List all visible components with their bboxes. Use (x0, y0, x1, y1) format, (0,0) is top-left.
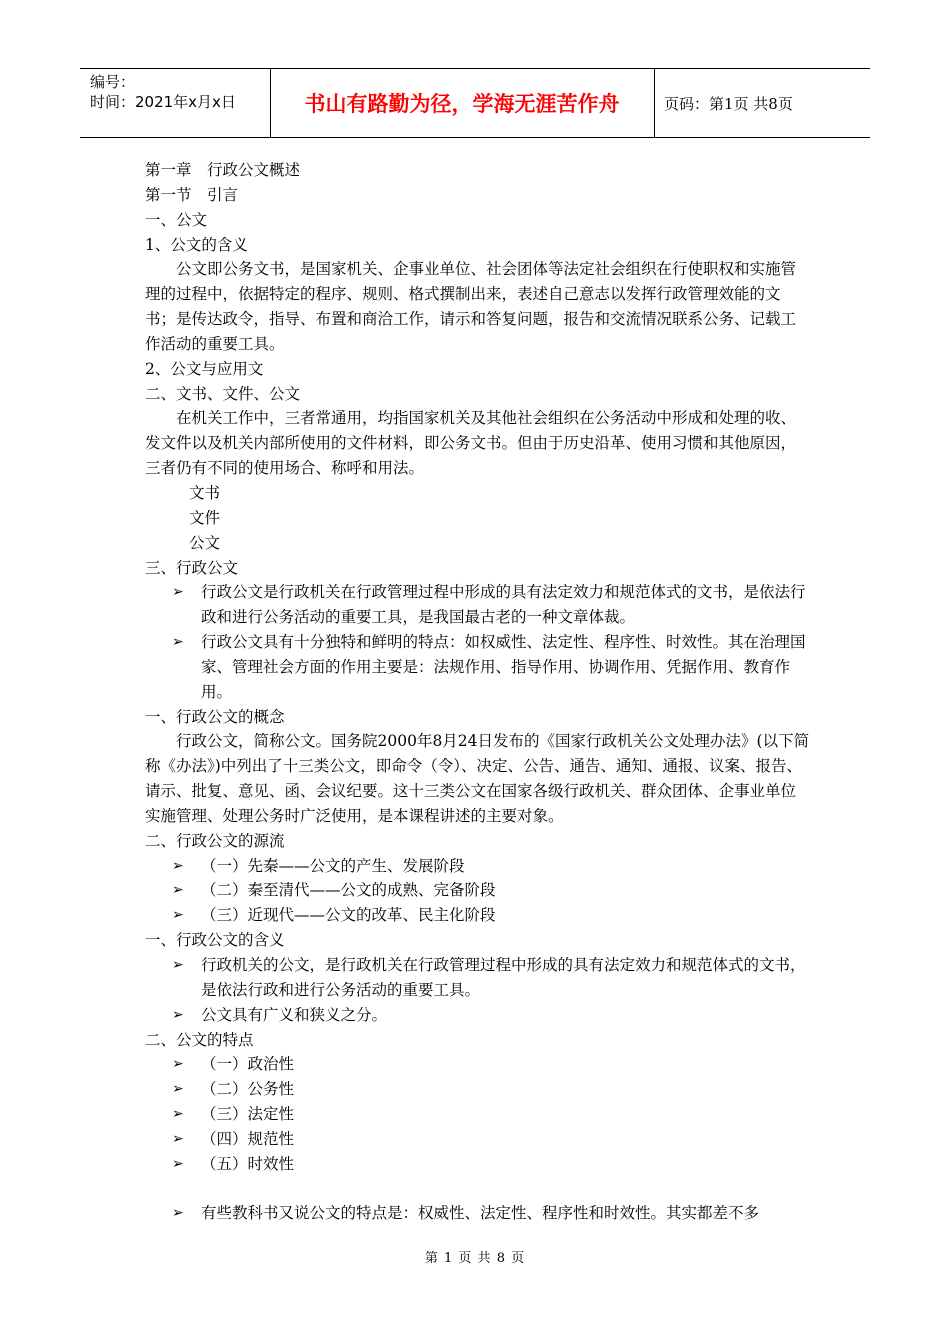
header-page-code: 页码：第1页 共8页 (664, 94, 793, 113)
bullet-item: ➢ 公文具有广义和狭义之分。 (145, 1003, 810, 1028)
paragraph: 行政公文，简称公文。国务院2000年8月24日发布的《国家行政机关公文处理办法》(以下简称《办法》)中列出了十三类公文，即命令（令）、决定、公告、通告、通知、通报、议案、报告、请示、批复、意见、函、会议纪要。这十三类公文在国家各级行政机关、群众团体、企事业单位实施管理、处理公务时广泛使用，是本课程讲述的主要对象。 (145, 732, 810, 825)
arrowhead-bullet-icon: ➢ (172, 1205, 184, 1222)
document-time-label: 时间：2021年x月x日 (90, 93, 236, 111)
arrowhead-bullet-icon: ➢ (172, 957, 184, 973)
page-header (80, 68, 870, 138)
arrowhead-bullet-icon: ➢ (172, 1155, 184, 1172)
bullet-item: ➢ （一）政治性 (145, 1052, 810, 1077)
arrowhead-bullet-icon: ➢ (172, 857, 184, 874)
bullet-item: ➢ 有些教科书又说公文的特点是：权威性、法定性、程序性和时效性。其实都差不多 (145, 1201, 810, 1226)
bullet-item: ➢ （三）近现代——公文的改革、民主化阶段 (145, 903, 810, 928)
heading: 一、公文 (145, 210, 208, 229)
term-item: 文书 (189, 483, 221, 502)
arrowhead-bullet-icon: ➢ (172, 1081, 184, 1098)
document-body (145, 158, 810, 1226)
header-meta-cell (80, 69, 271, 137)
document-number-label: 编号： (90, 73, 136, 91)
bullet-item: ➢ （五）时效性 (145, 1152, 810, 1177)
bullet-item: ➢ （二）公务性 (145, 1077, 810, 1102)
bullet-item: ➢ 行政公文是行政机关在行政管理过程中形成的具有法定效力和规范体式的文书，是依法行政和进行公务活动的重要工具，是我国最古老的一种文章体裁。 (145, 580, 810, 630)
heading: 三、行政公文 (145, 558, 239, 577)
subheading: 1、公文的含义 (145, 235, 248, 254)
arrowhead-bullet-icon: ➢ (172, 1006, 184, 1023)
bullet-item: ➢ （三）法定性 (145, 1102, 810, 1127)
subheading: 2、公文与应用文 (145, 359, 264, 378)
heading: 二、文书、文件、公文 (145, 384, 301, 403)
arrowhead-bullet-icon: ➢ (172, 584, 184, 601)
section-title: 第一节 引言 (145, 185, 239, 204)
bullet-item: ➢ （四）规范性 (145, 1127, 810, 1152)
chapter-title: 第一章 行政公文概述 (145, 161, 301, 179)
arrowhead-bullet-icon: ➢ (172, 1056, 184, 1073)
arrowhead-bullet-icon: ➢ (172, 634, 184, 651)
paragraph: 公文即公务文书，是国家机关、企事业单位、社会团体等法定社会组织在行使职权和实施管理的过程中，依据特定的程序、规则、格式撰制出来，表述自己意志以发挥行政管理效能的文书；是传达政令，指导、布置和商洽工作，请示和答复问题，报告和交流情况联系公务、记载工作活动的重要工具。 (145, 260, 797, 353)
bullet-item: ➢ （一）先秦——公文的产生、发展阶段 (145, 854, 810, 879)
arrowhead-bullet-icon: ➢ (172, 882, 184, 899)
bullet-item: ➢ （二）秦至清代——公文的成熟、完备阶段 (145, 878, 810, 903)
header-motto: 书山有路勤为径，学海无涯苦作舟 (270, 69, 655, 137)
paragraph: 在机关工作中，三者常通用，均指国家机关及其他社会组织在公务活动中形成和处理的收、发文件以及机关内部所使用的文件材料，即公务文书。但由于历史沿革、使用习惯和其他原因，三者仍有不同的使用场合、称呼和用法。 (145, 409, 797, 478)
heading: 二、公文的特点 (145, 1030, 254, 1049)
bullet-item: ➢ 行政公文具有十分独特和鲜明的特点：如权威性、法定性、程序性、时效性。其在治理国家、管理社会方面的作用主要是：法规作用、指导作用、协调作用、凭据作用、教育作用。 (145, 630, 810, 705)
heading: 一、行政公文的概念 (145, 707, 285, 726)
arrowhead-bullet-icon: ➢ (172, 907, 184, 924)
term-item: 文件 (189, 508, 221, 527)
heading: 二、行政公文的源流 (145, 831, 285, 850)
arrowhead-bullet-icon: ➢ (172, 1106, 184, 1123)
bullet-item: ➢ 行政机关的公文，是行政机关在行政管理过程中形成的具有法定效力和规范体式的文书，是依法行政和进行公务活动的重要工具。 (145, 953, 810, 1003)
term-item: 公文 (189, 533, 221, 552)
blank-line (145, 1177, 810, 1202)
page-footer: 第 1 页 共 8 页 (424, 1251, 526, 1266)
heading: 一、行政公文的含义 (145, 931, 285, 950)
arrowhead-bullet-icon: ➢ (172, 1130, 184, 1147)
